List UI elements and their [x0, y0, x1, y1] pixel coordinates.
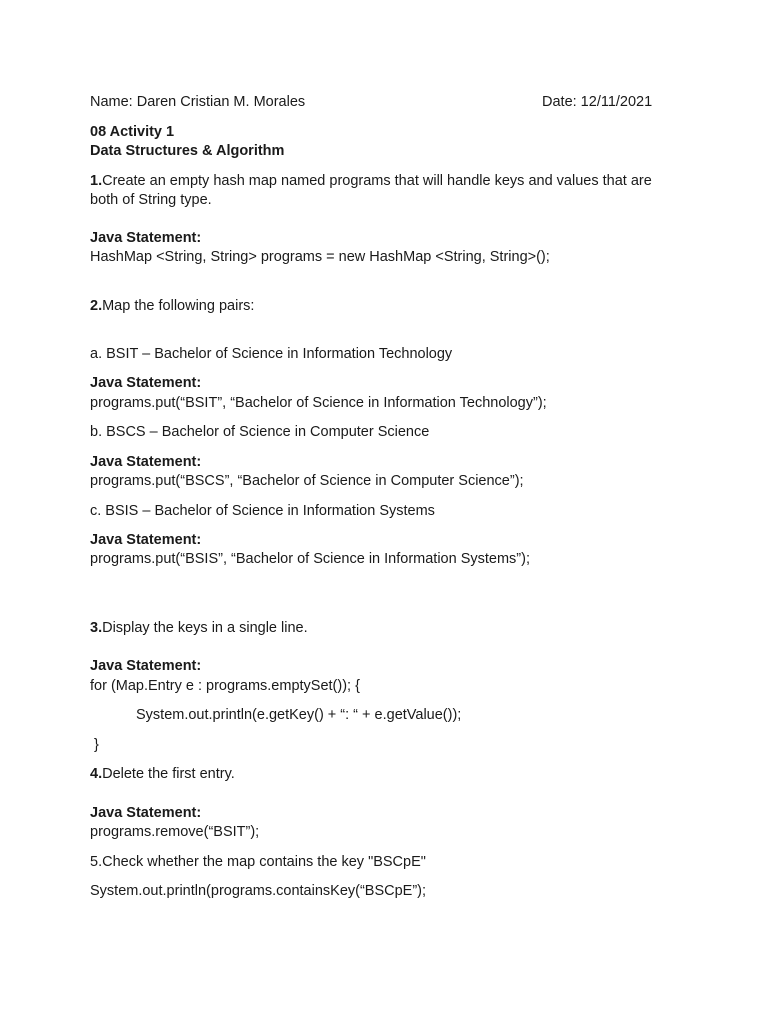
q1-text [90, 172, 652, 190]
q2-number: 2. [90, 298, 103, 314]
q3-text-body: Display the keys in a single line. [102, 620, 308, 636]
q2-a-code: programs.put(“BSIT”, “Bachelor of Science in Information Technology”); [90, 395, 547, 411]
q4-number: 4. [90, 766, 103, 782]
q2-b-text: b. BSCS – Bachelor of Science in Computer Science [90, 424, 430, 440]
q4-text-body: Delete the first entry. [102, 766, 235, 782]
q3-text [90, 619, 308, 637]
q2-text [90, 297, 254, 315]
q1-number: 1. [90, 173, 103, 189]
q2-a-label: Java Statement: [90, 375, 202, 391]
q4-code: programs.remove(“BSIT”); [90, 824, 260, 840]
q1-text-line2: both of String type. [90, 192, 212, 208]
q4-text [90, 765, 235, 783]
q3-label: Java Statement: [90, 658, 202, 674]
q4-label: Java Statement: [90, 805, 202, 821]
q5-code: System.out.println(programs.containsKey(“BSCpE”); [90, 883, 427, 899]
q3-number: 3. [90, 620, 103, 636]
header-name: Name: Daren Cristian M. Morales [90, 94, 306, 110]
q3-code-line3: } [94, 737, 99, 753]
q2-b-code: programs.put(“BSCS”, “Bachelor of Science in Computer Science”); [90, 473, 524, 489]
q2-c-code: programs.put(“BSIS”, “Bachelor of Science in Information Systems”); [90, 551, 530, 567]
q2-b-label: Java Statement: [90, 454, 202, 470]
q2-c-text: c. BSIS – Bachelor of Science in Information Systems [90, 503, 435, 519]
header-date: Date: 12/11/2021 [542, 94, 653, 110]
q1-text-line1: Create an empty hash map named programs that will handle keys and values that are [102, 173, 652, 189]
q1-code: HashMap <String, String> programs = new HashMap <String, String>(); [90, 249, 550, 265]
q3-code-line1: for (Map.Entry e : programs.emptySet()); { [90, 678, 360, 694]
subject-title: Data Structures & Algorithm [90, 143, 285, 159]
q2-c-label: Java Statement: [90, 532, 202, 548]
q3-code-line2: System.out.println(e.getKey() + “: “ + e.getValue()); [136, 707, 462, 723]
q2-a-text: a. BSIT – Bachelor of Science in Information Technology [90, 346, 453, 362]
q1-label: Java Statement: [90, 230, 202, 246]
activity-title: 08 Activity 1 [90, 124, 175, 140]
q5-text: 5.Check whether the map contains the key "BSCpE" [90, 854, 426, 870]
q2-text-body: Map the following pairs: [102, 298, 255, 314]
